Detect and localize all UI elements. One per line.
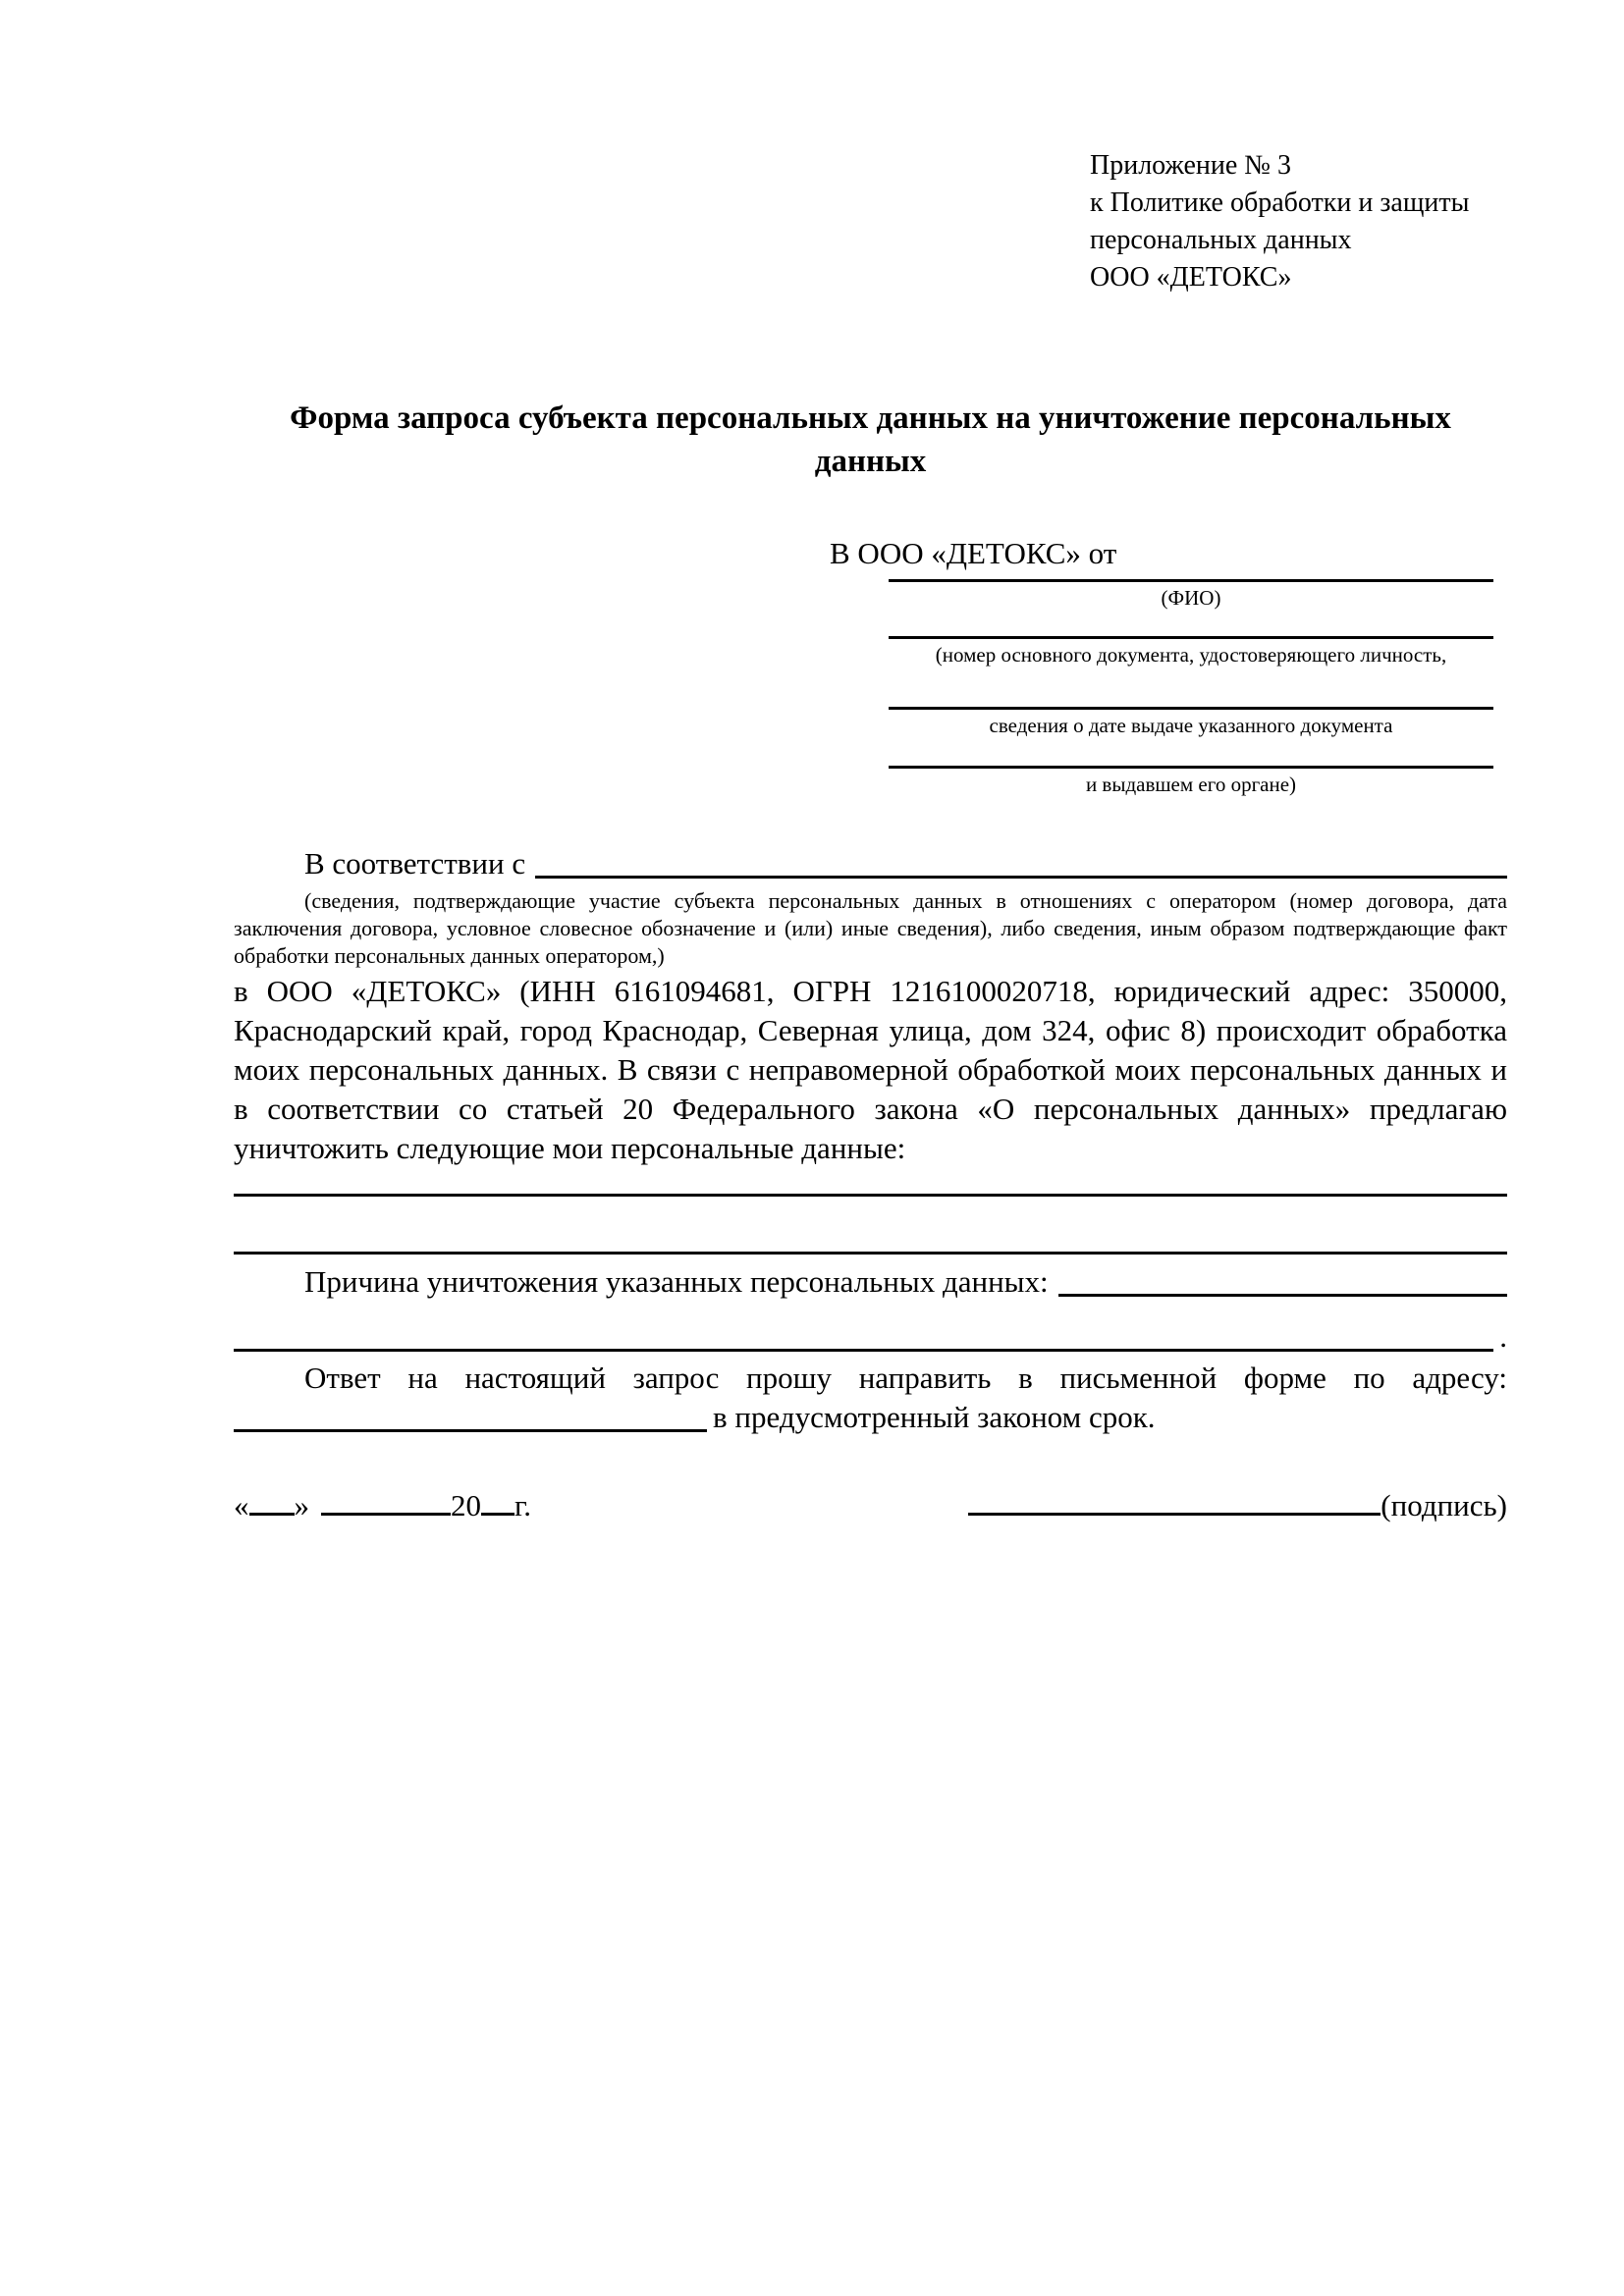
reason-label: Причина уничтожения указанных персональных данных:: [304, 1264, 1049, 1299]
reason-line-period: .: [1499, 1319, 1507, 1354]
year-blank-line: [481, 1482, 514, 1516]
date-field: [234, 1482, 531, 1525]
address-blank-line: [234, 1398, 707, 1432]
reason-blank-line: [1058, 1262, 1507, 1297]
date-close-quote: »: [294, 1488, 309, 1522]
accordance-note: (сведения, подтверждающие участие субъекта персональных данных в отношениях с оператором (номер договора, дата заключения договора, условное словесное обозначение и (или) иные сведения), либо сведения, иным образом подтверждающие факт обработки персональных данных оператором,): [234, 888, 1507, 968]
date-open-quote: «: [234, 1488, 249, 1522]
year-prefix: 20: [451, 1488, 481, 1522]
id-document-caption: (номер основного документа, удостоверяющего личность,: [935, 643, 1447, 667]
issuing-authority-caption: и выдавшем его органе): [1085, 773, 1297, 796]
page-title: Форма запроса субъекта персональных данных на уничтожение персональных данных: [290, 400, 1451, 479]
data-blank-line: [234, 1194, 1507, 1197]
footer-row: [234, 1482, 1507, 1525]
response-suffix: в предусмотренный законом срок.: [713, 1400, 1156, 1434]
response-request: Ответ на настоящий запрос прошу направить в письменной форме по адресу:: [304, 1361, 1507, 1395]
issue-date-field: [234, 707, 1507, 738]
accordance-lead: В соответствии с: [304, 846, 526, 881]
signature-blank-line: [968, 1482, 1380, 1516]
annex-note: [1090, 147, 1507, 296]
reason-blank-line: [234, 1317, 1493, 1352]
day-blank-line: [249, 1482, 295, 1516]
data-blank-line: [234, 1252, 1507, 1255]
annex-note-line: к Политике обработки и защиты: [1090, 187, 1470, 218]
fio-field: [234, 579, 1507, 611]
annex-note-line: ООО «ДЕТОКС»: [1090, 262, 1292, 293]
signature-caption: (подпись): [1380, 1488, 1507, 1522]
month-blank-line: [321, 1482, 451, 1516]
id-document-field: [234, 636, 1507, 667]
reason-row: [234, 1262, 1507, 1302]
accordance-row: [234, 844, 1507, 883]
annex-note-line: Приложение № 3: [1090, 150, 1291, 181]
response-address-row: [234, 1398, 1507, 1437]
issue-date-caption: сведения о дате выдаче указанного документа: [989, 714, 1393, 737]
signature-field: [968, 1482, 1507, 1525]
issuing-authority-field: [234, 766, 1507, 797]
year-suffix: г.: [514, 1488, 531, 1522]
addressee-line: В ООО «ДЕТОКС» от: [830, 536, 1117, 570]
annex-note-line: персональных данных: [1090, 225, 1352, 255]
fio-caption: (ФИО): [1161, 586, 1221, 610]
accordance-blank-line: [535, 844, 1507, 879]
reason-continuation-row: [234, 1317, 1507, 1357]
body-paragraph: в ООО «ДЕТОКС» (ИНН 6161094681, ОГРН 1216100020718, юридический адрес: 350000, Краснодарский край, город Краснодар, Северная улица, дом 324, офис 8) происходит обработка моих персональных данных. В связи с неправомерной обработкой моих персональных данных и в соответствии со статьей 20 Федерального закона «О персональных данных» предлагаю уничтожить следующие мои персональные данные:: [234, 974, 1507, 1165]
